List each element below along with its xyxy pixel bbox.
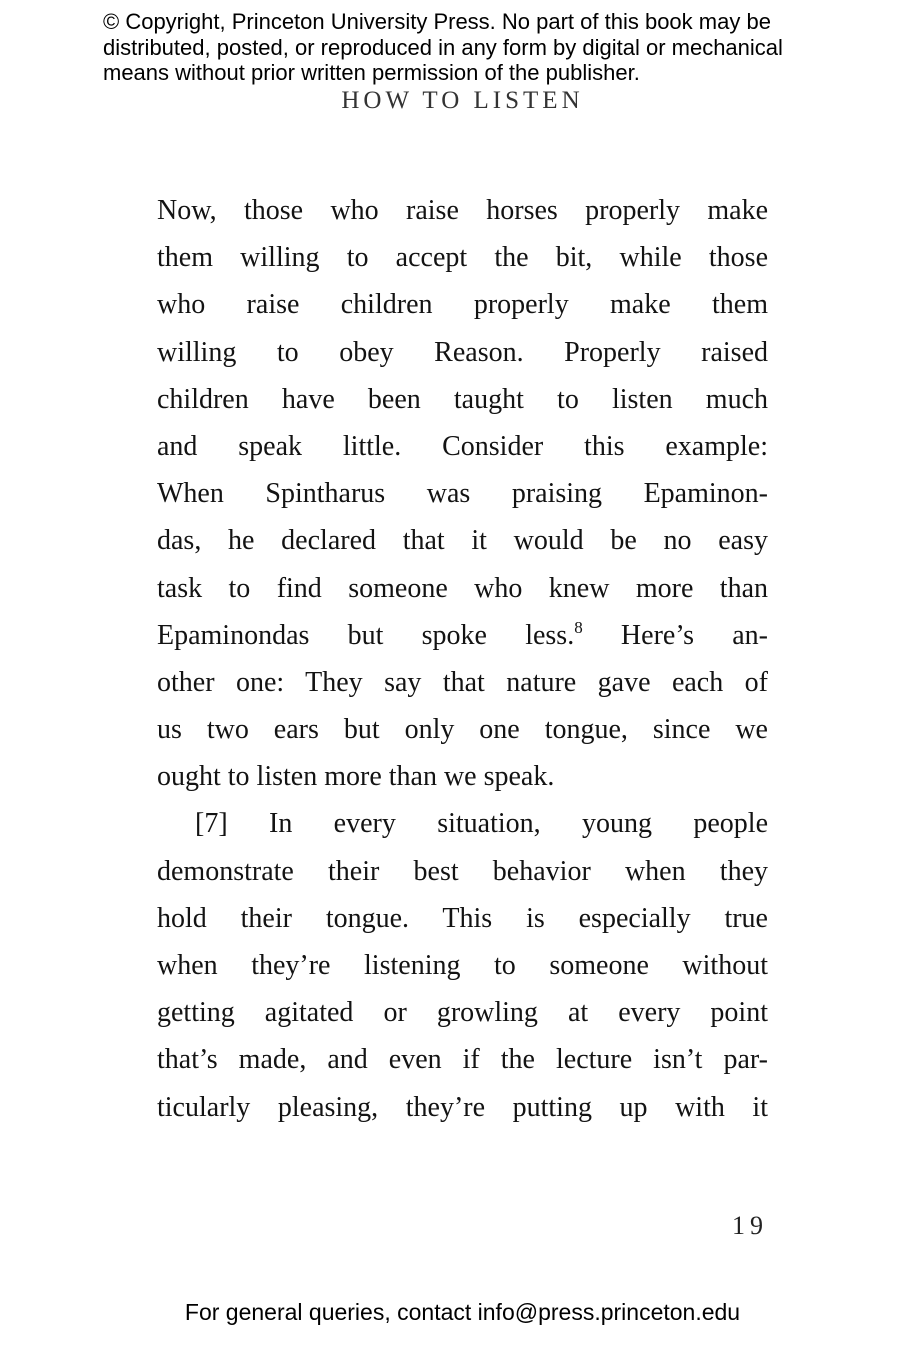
text-line: hold their tongue. This is especially true (157, 902, 768, 934)
footer-contact: For general queries, contact info@press.princeton.edu (184, 1299, 741, 1325)
text-line: us two ears but only one tongue, since we (157, 714, 768, 746)
body-text-block (157, 187, 768, 1131)
text-line: ought to listen more than we speak. (157, 761, 555, 793)
running-head: HOW TO LISTEN (341, 87, 584, 114)
text-segment: Here’s an- (582, 619, 768, 651)
text-line: Now, those who raise horses properly make (157, 195, 768, 226)
text-line-paragraph-start: [7] In every situation, young people (195, 808, 768, 840)
text-line: demonstrate their best behavior when they (157, 855, 768, 887)
copyright-line: distributed, posted, or reproduced in any form by digital or mechanical (103, 34, 783, 60)
text-line: when they’re listening to someone without (157, 950, 768, 981)
text-line: ticularly pleasing, they’re putting up with it (157, 1091, 768, 1123)
text-line: and speak little. Consider this example: (157, 430, 768, 462)
footnote-reference: 8 (574, 617, 583, 637)
text-line: other one: They say that nature gave each of (157, 666, 768, 698)
copyright-notice (103, 9, 783, 86)
text-line: children have been taught to listen much (157, 383, 768, 415)
copyright-line: © Copyright, Princeton University Press. No part of this book may be (103, 9, 771, 34)
text-line: willing to obey Reason. Properly raised (157, 336, 768, 368)
text-line-with-footnote (157, 612, 768, 659)
text-line: that’s made, and even if the lecture isn’t par- (157, 1044, 768, 1076)
text-line: them willing to accept the bit, while those (157, 242, 768, 274)
copyright-line: means without prior written permission of the publisher. (103, 60, 640, 85)
text-segment: Epaminondas but spoke less. (157, 619, 575, 651)
text-line: who raise children properly make them (157, 289, 768, 321)
text-line: task to find someone who knew more than (157, 572, 768, 604)
text-line: When Spintharus was praising Epaminon- (157, 478, 768, 510)
text-line: getting agitated or growling at every point (157, 997, 768, 1029)
text-line: das, he declared that it would be no easy (157, 525, 768, 557)
page-number: 19 (732, 1211, 768, 1240)
